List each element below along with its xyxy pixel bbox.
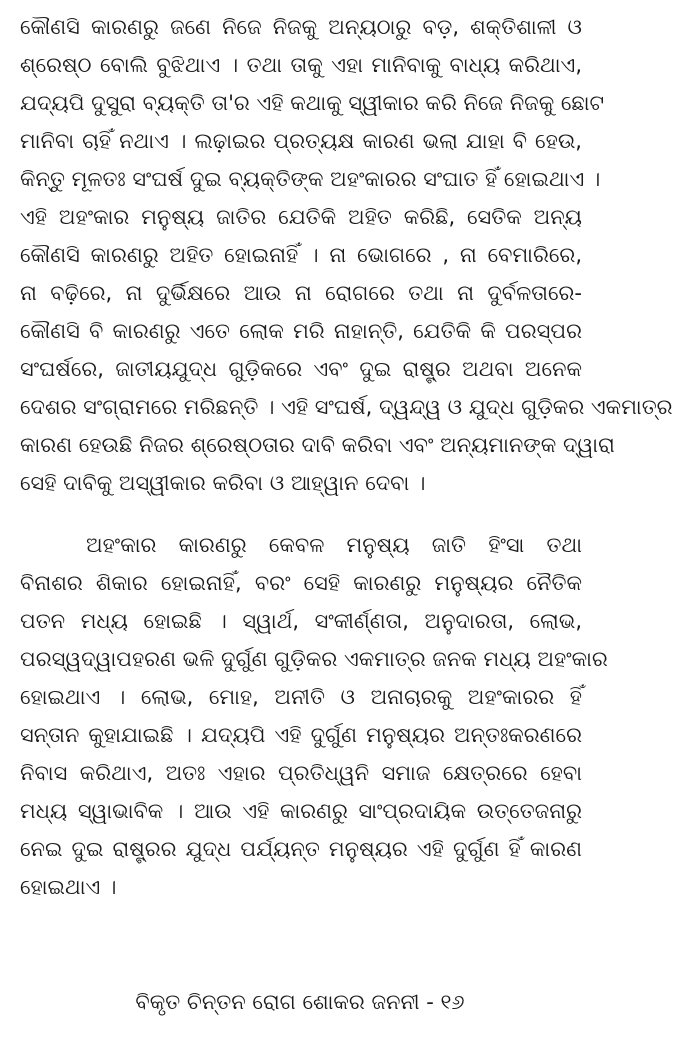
paragraph-1-line-10: ସଂଘର୍ଷରେ, ଜାତୀୟଯୁଦ୍ଧ ଗୁଡ଼ିକରେ ଏବଂ ଦୁଇ ରାଷ୍ଟ୍ର ଅଥବା ଅନେକ — [20, 357, 582, 381]
paragraph-2-line-4: ପରସ୍ୱଦ୍ୱାପହରଣ ଭଳି ଦୁର୍ଗୁଣ ଗୁଡ଼ିକର ଏକମାତ୍ର ଜନକ ମଧ୍ୟ ଅହଂକାର — [20, 647, 608, 671]
paragraph-1-line-2: ଶ୍ରେଷ୍ଠ ବୋଲି ବୁଝିଥାଏ । ତଥା ତାକୁ ଏହା ମାନିବାକୁ ବାଧ୍ୟ କରିଥାଏ, — [20, 53, 582, 77]
paragraph-2-line-7: ନିବାସ କରିଥାଏ, ଅତଃ ଏହାର ପ୍ରତିଧ୍ୱନି ସମାଜ କ୍ଷେତ୍ରରେ ହେବା — [20, 761, 582, 785]
paragraph-1-line-7: କୌଣସି କାରଣରୁ ଅହିତ ହୋଇନାହିଁ । ନା ଭୋଗରେ , ନା ବେମାରିରେ, — [20, 243, 582, 267]
paragraph-2-line-6: ସନ୍ତାନ କୁହାଯାଇଛି । ଯଦ୍ୟପି ଏହି ଦୁର୍ଗୁଣ ମନୁଷ୍ୟର ଅନ୍ତଃକରଣରେ — [20, 723, 582, 747]
paragraph-2-line-3: ପତନ ମଧ୍ୟ ହୋଇଛି । ସ୍ୱାର୍ଥ, ସଂକୀର୍ଣ୍ଣତା, ଅନୁଦାରତା, ଲୋଭ, — [20, 609, 582, 633]
paragraph-2-line-1: ଅହଂକାର କାରଣରୁ କେବଳ ମନୁଷ୍ୟ ଜାତି ହିଂସା ତଥା — [86, 533, 582, 557]
paragraph-2-line-5: ହୋଇଥାଏ । ଲୋଭ, ମୋହ, ଅନୀତି ଓ ଅନାଚାରକୁ ଅହଂକାରର ହିଁ — [20, 685, 582, 709]
paragraph-1-line-4: ମାନିବା ଚାହିଁ ନଥାଏ । ଲଢ଼ାଇର ପ୍ରତ୍ୟକ୍ଷ କାରଣ ଭଲା ଯାହା ବି ହେଉ, — [20, 129, 582, 153]
paragraph-2-line-9: ନେଇ ଦୁଇ ରାଷ୍ଟ୍ରର ଯୁଦ୍ଧ ପର୍ଯ୍ୟନ୍ତ ମନୁଷ୍ୟର ଏହି ଦୁର୍ଗୁଣ ହିଁ କାରଣ — [20, 837, 582, 861]
page-footer: ବିକୃତ ଚିନ୍ତନ ରୋଗ ଶୋକର ଜନନୀ - ୧୬ — [135, 990, 465, 1014]
paragraph-1-line-11: ଦେଶର ସଂଗ୍ରାମରେ ମରିଛନ୍ତି । ଏହି ସଂଘର୍ଷ, ଦ୍ୱନ୍ଦ୍ୱ ଓ ଯୁଦ୍ଧ ଗୁଡ଼ିକର ଏକମାତ୍ର — [20, 395, 673, 419]
paragraph-1-line-8: ନା ବଢ଼ିରେ, ନା ଦୁର୍ଭିକ୍ଷରେ ଆଉ ନା ରୋଗରେ ତଥା ନା ଦୁର୍ବଳତାରେ- — [20, 281, 582, 305]
paragraph-2-line-2: ବିନାଶର ଶିକାର ହୋଇନାହିଁ, ବରଂ ସେହି କାରଣରୁ ମନୁଷ୍ୟର ନୈତିକ — [20, 571, 582, 595]
paragraph-1-line-9: କୌଣସି ବି କାରଣରୁ ଏତେ ଲୋକ ମରି ନାହାନ୍ତି, ଯେତିକି କି ପରସ୍ପର — [20, 319, 582, 343]
paragraph-1-line-3: ଯଦ୍ୟପି ଦୁସୁରା ବ୍ୟକ୍ତି ତା'ର ଏହି କଥାକୁ ସ୍ୱୀକାର କରି ନିଜେ ନିଜକୁ ଛୋଟ — [20, 91, 605, 115]
paragraph-2-line-10: ହୋଇଥାଏ । — [20, 875, 117, 899]
paragraph-1-line-12: କାରଣ ହେଉଛି ନିଜର ଶ୍ରେଷ୍ଠତାର ଦାବି କରିବା ଏବଂ ଅନ୍ୟମାନଙ୍କ ଦ୍ୱାରା — [20, 433, 615, 457]
paragraph-1-line-5: କିନ୍ତୁ ମୂଳତଃ ସଂଘର୍ଷ ଦୁଇ ବ୍ୟକ୍ତିଙ୍କ ଅହଂକାରର ସଂଘାତ ହିଁ ହୋଇଥାଏ । — [20, 167, 601, 191]
paragraph-1-line-1: କୌଣସି କାରଣରୁ ଜଣେ ନିଜେ ନିଜକୁ ଅନ୍ୟଠାରୁ ବଡ଼, ଶକ୍ତିଶାଳୀ ଓ — [20, 15, 582, 39]
paragraph-1-line-13: ସେହି ଦାବିକୁ ଅସ୍ୱୀକାର କରିବା ଓ ଆହ୍ୱାନ ଦେବା । — [20, 471, 426, 495]
paragraph-1-line-6: ଏହି ଅହଂକାର ମନୁଷ୍ୟ ଜାତିର ଯେତିକି ଅହିତ କରିଛି, ସେତିକ ଅନ୍ୟ — [20, 205, 582, 229]
paragraph-2-line-8: ମଧ୍ୟ ସ୍ୱାଭାବିକ । ଆଉ ଏହି କାରଣରୁ ସାଂପ୍ରଦାୟିକ ଉତ୍ତେଜନାରୁ — [20, 799, 582, 823]
